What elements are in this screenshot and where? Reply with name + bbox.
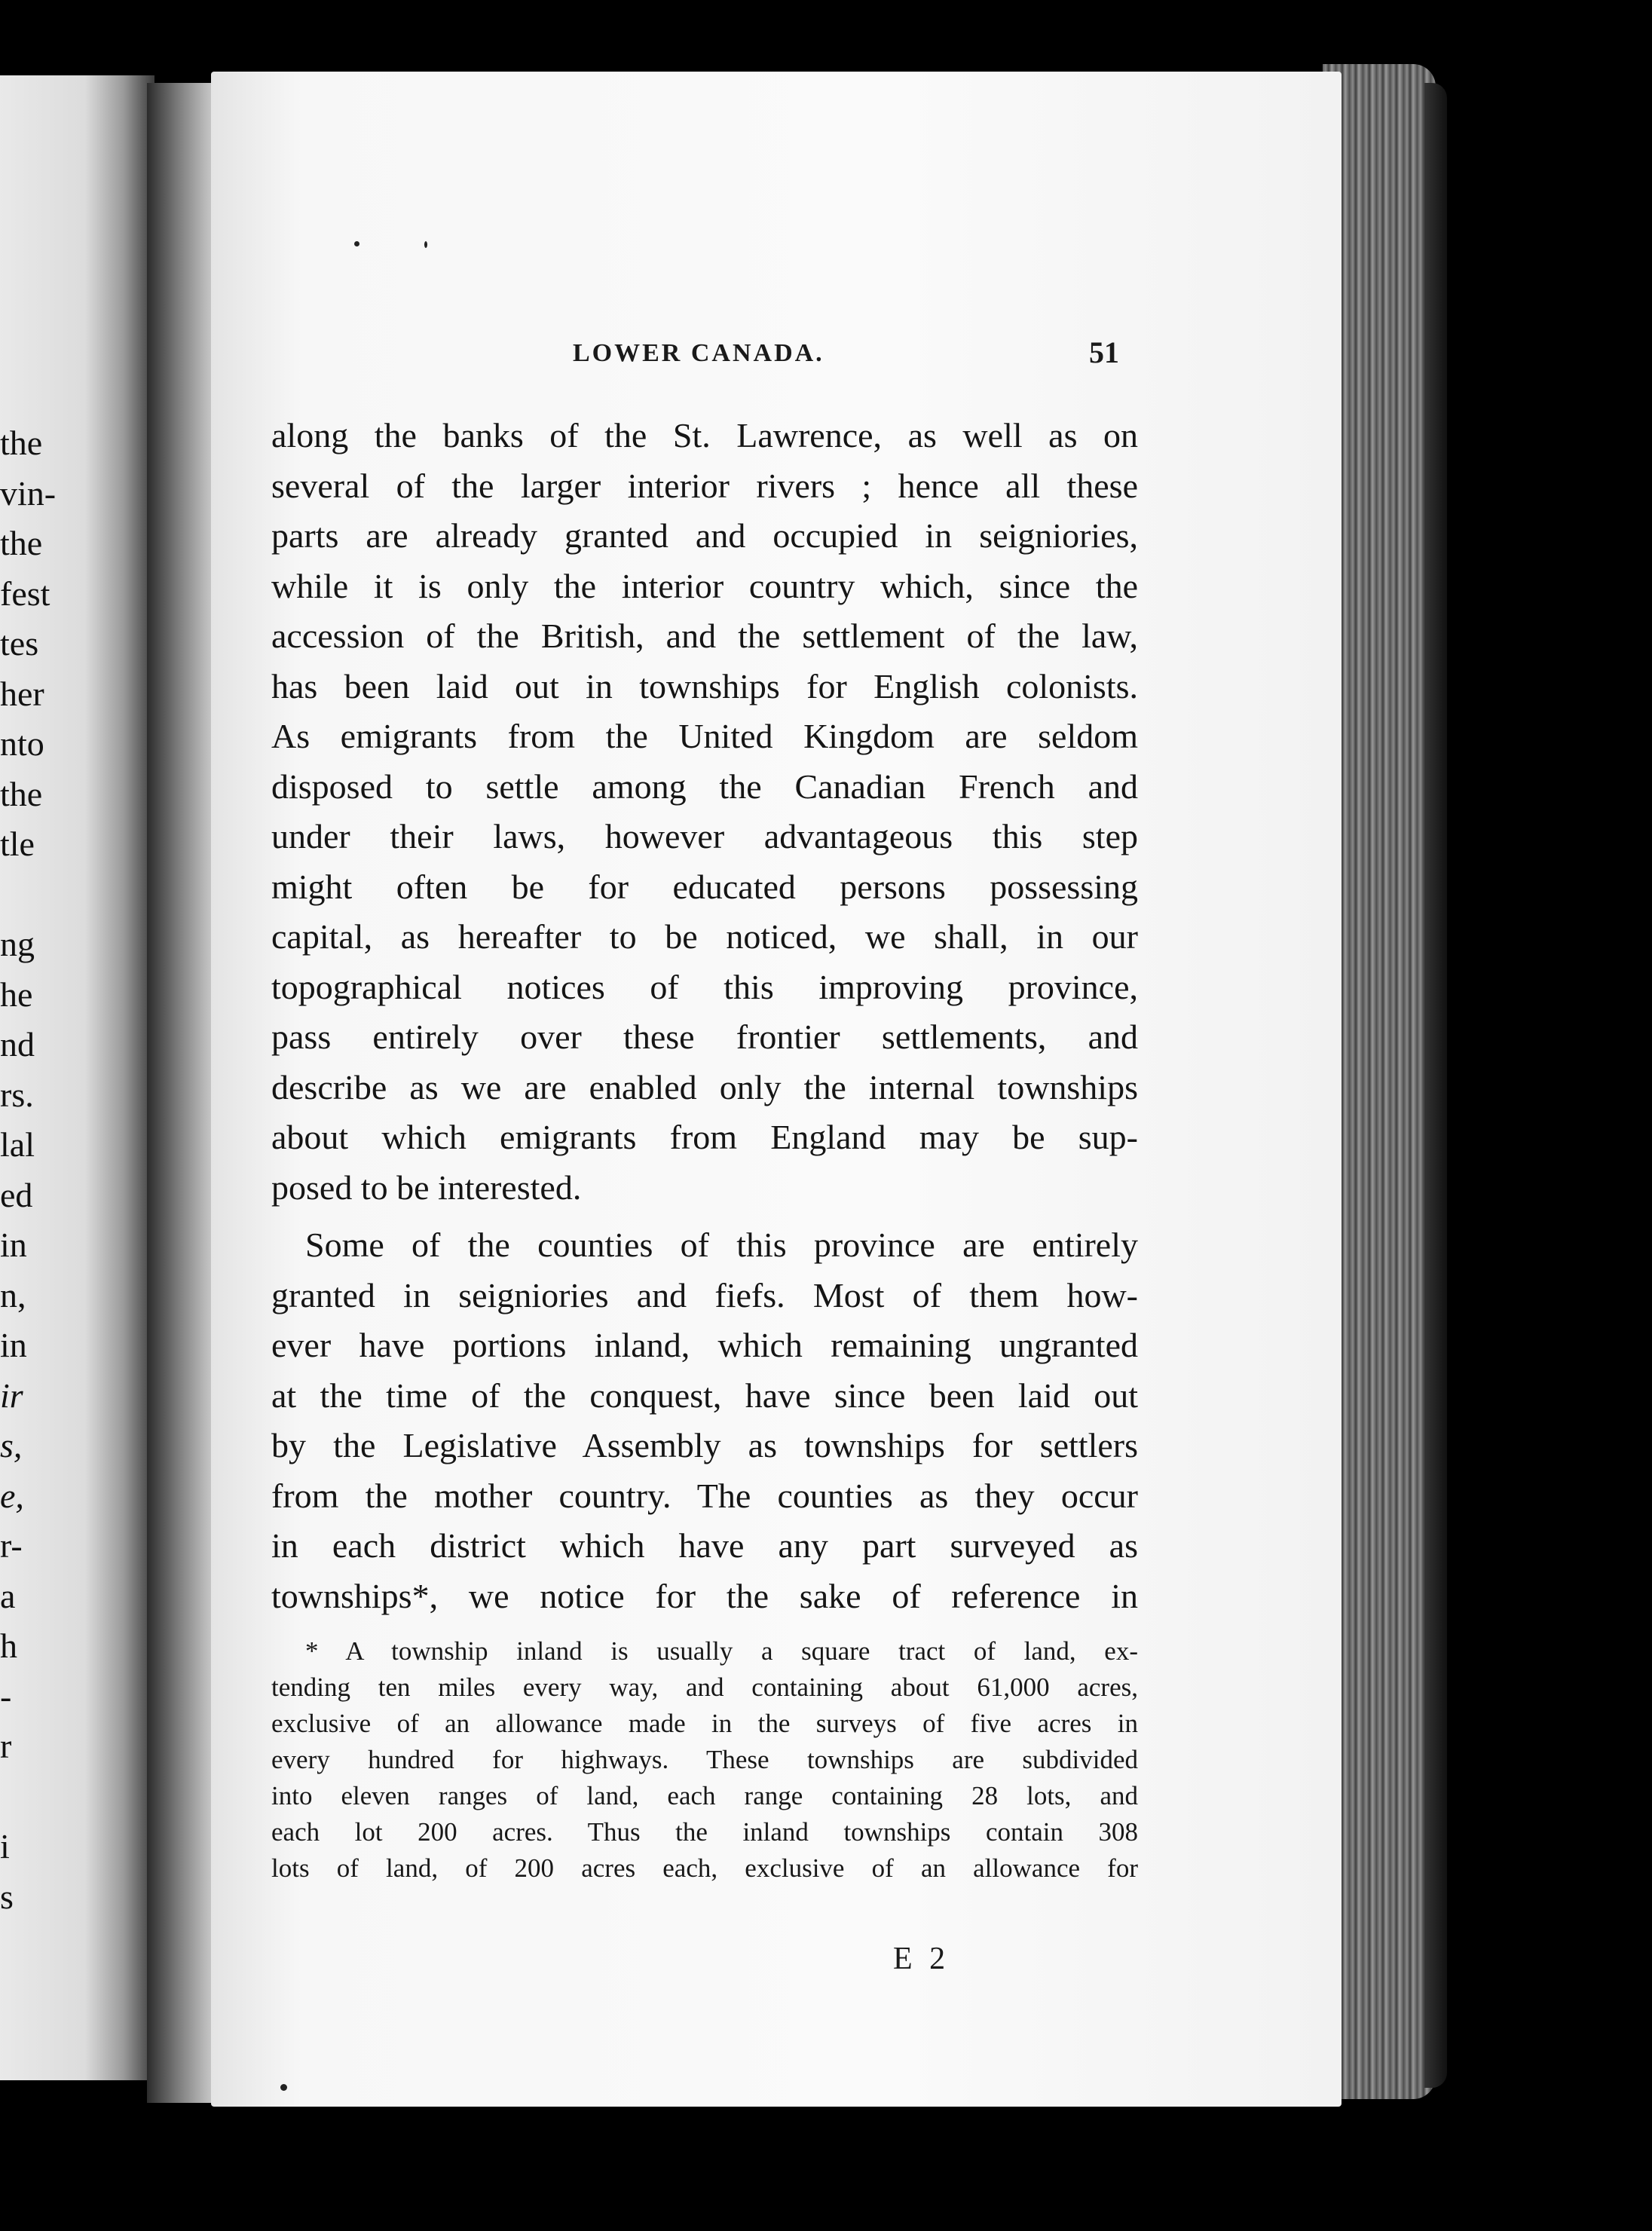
text-line: posed to be interested. bbox=[271, 1168, 582, 1207]
facing-line bbox=[0, 870, 90, 920]
facing-line: h bbox=[0, 1627, 17, 1665]
text-line: several of the larger interior rivers ; hence all these bbox=[271, 466, 1138, 505]
facing-line: ir bbox=[0, 1376, 23, 1415]
facing-line: nd bbox=[0, 1025, 35, 1063]
footnote-line: each lot 200 acres. Thus the inland townships contain 308 bbox=[271, 1817, 1138, 1847]
facing-line: nto bbox=[0, 724, 44, 763]
footnote-line: into eleven ranges of land, each range containing 28 lots, and bbox=[271, 1781, 1138, 1810]
footnote-line: exclusive of an allowance made in the surveys of five acres in bbox=[271, 1709, 1138, 1738]
facing-line: vin- bbox=[0, 473, 57, 513]
facing-line: in bbox=[0, 1326, 27, 1364]
page-header bbox=[211, 335, 1341, 377]
page-number: 51 bbox=[1089, 335, 1119, 369]
book-edge-shadow bbox=[1424, 83, 1447, 2088]
text-line: has been laid out in townships for English colonists. bbox=[271, 666, 1138, 705]
footnote-line: tending ten miles every way, and containing about 61,000 acres, bbox=[271, 1672, 1138, 1702]
facing-line: r- bbox=[0, 1526, 23, 1565]
text-line: ever have portions inland, which remaining ungranted bbox=[271, 1326, 1138, 1364]
text-line: by the Legislative Assembly as townships for settlers bbox=[271, 1426, 1138, 1464]
facing-line: in bbox=[0, 1226, 27, 1264]
text-line: in each district which have any part surveyed as bbox=[271, 1526, 1138, 1565]
text-line: from the mother country. The counties as they occur bbox=[271, 1476, 1138, 1515]
facing-line: the bbox=[0, 774, 43, 813]
text-line: accession of the British, and the settlement of the law, bbox=[271, 617, 1138, 655]
running-head: LOWER CANADA. bbox=[573, 339, 824, 367]
ink-speck bbox=[424, 241, 427, 248]
facing-line: he bbox=[0, 975, 33, 1014]
footnote-line: * A township inland is usually a square tract of land, ex- bbox=[305, 1636, 1138, 1666]
facing-line: ng bbox=[0, 925, 35, 963]
facing-line: i bbox=[0, 1827, 10, 1865]
text-line: describe as we are enabled only the internal townships bbox=[271, 1067, 1138, 1106]
text-line: might often be for educated persons possessing bbox=[271, 867, 1138, 906]
facing-line: tle bbox=[0, 825, 35, 863]
facing-line: s bbox=[0, 1877, 14, 1916]
facing-line: rs. bbox=[0, 1075, 34, 1114]
book-page bbox=[211, 72, 1341, 2107]
ink-speck bbox=[354, 241, 359, 246]
text-line: As emigrants from the United Kingdom are seldom bbox=[271, 717, 1138, 755]
footnote bbox=[271, 1633, 1138, 1887]
facing-line: fest bbox=[0, 574, 50, 613]
facing-line: ed bbox=[0, 1175, 33, 1214]
text-line: along the banks of the St. Lawrence, as well as on bbox=[271, 416, 1138, 454]
text-line: at the time of the conquest, have since been laid out bbox=[271, 1376, 1138, 1415]
facing-page bbox=[0, 75, 154, 2080]
body-text bbox=[271, 411, 1138, 1621]
text-line: parts are already granted and occupied in seigniories, bbox=[271, 516, 1138, 555]
facing-line: e, bbox=[0, 1476, 24, 1515]
facing-line: r bbox=[0, 1727, 12, 1765]
footnote-line: every hundred for highways. These townships are subdivided bbox=[271, 1745, 1138, 1774]
signature-mark: E 2 bbox=[893, 1942, 950, 1976]
text-line: under their laws, however advantageous this step bbox=[271, 817, 1138, 855]
facing-line bbox=[0, 1772, 90, 1822]
facing-line: a bbox=[0, 1576, 16, 1615]
text-line: Some of the counties of this province are entirely bbox=[305, 1226, 1138, 1264]
text-line: topographical notices of this improving province, bbox=[271, 967, 1138, 1006]
text-line: about which emigrants from England may be sup- bbox=[271, 1118, 1138, 1156]
facing-line: s, bbox=[0, 1426, 23, 1464]
text-line: pass entirely over these frontier settlements, and bbox=[271, 1018, 1138, 1056]
text-line: granted in seigniories and fiefs. Most of them how- bbox=[271, 1275, 1138, 1314]
facing-line: n, bbox=[0, 1275, 26, 1314]
text-line: capital, as hereafter to be noticed, we shall, in our bbox=[271, 917, 1138, 956]
facing-line: the bbox=[0, 524, 43, 562]
text-line: while it is only the interior country which, since the bbox=[271, 566, 1138, 605]
facing-line: lal bbox=[0, 1125, 35, 1164]
text-line: disposed to settle among the Canadian French and bbox=[271, 767, 1138, 806]
facing-line: tes bbox=[0, 624, 39, 663]
text-line: townships*, we notice for the sake of reference in bbox=[271, 1576, 1138, 1615]
facing-line: her bbox=[0, 674, 44, 713]
facing-page-text bbox=[0, 418, 90, 1922]
ink-speck bbox=[280, 2084, 287, 2091]
facing-line: the bbox=[0, 424, 43, 462]
facing-line: - bbox=[0, 1676, 12, 1715]
footnote-line: lots of land, of 200 acres each, exclusive of an allowance for bbox=[271, 1853, 1138, 1883]
